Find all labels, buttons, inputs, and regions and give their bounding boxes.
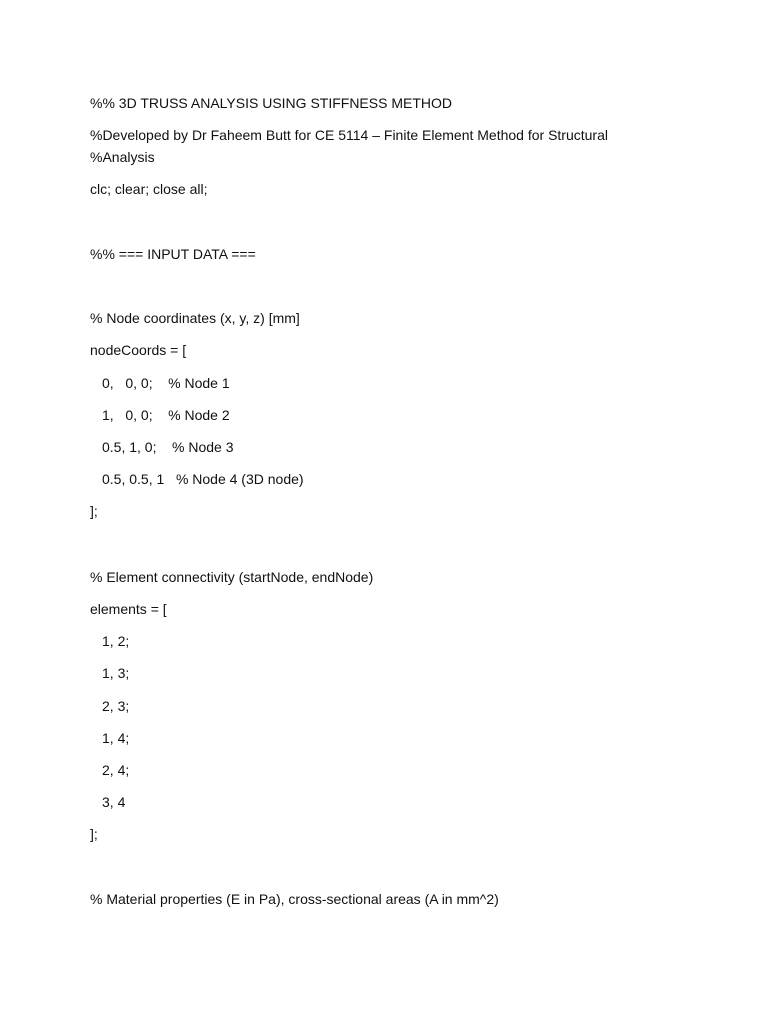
code-line-input-header: %% === INPUT DATA === [90, 246, 256, 262]
code-line-node-4: 0.5, 0.5, 1 % Node 4 (3D node) [102, 471, 304, 487]
code-line-nodecoords-close: ]; [90, 503, 98, 519]
code-line-element-1: 1, 2; [102, 633, 130, 649]
code-line-material-comment: % Material properties (E in Pa), cross-sectional areas (A in mm^2) [90, 891, 499, 907]
code-line-developer: %Developed by Dr Faheem Butt for CE 5114 – Finite Element Method for Structural [90, 127, 608, 143]
code-line-node-2: 1, 0, 0; % Node 2 [102, 407, 230, 423]
code-line-element-2: 1, 3; [102, 665, 130, 681]
code-line-element-3: 2, 3; [102, 698, 130, 714]
code-line-elements-open: elements = [ [90, 601, 167, 617]
code-line-element-6: 3, 4 [102, 794, 126, 810]
code-line-node-1: 0, 0, 0; % Node 1 [102, 375, 230, 391]
code-line-node-comment: % Node coordinates (x, y, z) [mm] [90, 310, 300, 326]
code-line-element-4: 1, 4; [102, 730, 130, 746]
code-line-nodecoords-open: nodeCoords = [ [90, 342, 187, 358]
code-line-title: %% 3D TRUSS ANALYSIS USING STIFFNESS METHOD [90, 95, 452, 111]
code-line-element-5: 2, 4; [102, 762, 130, 778]
code-line-elements-close: ]; [90, 826, 98, 842]
code-line-element-comment: % Element connectivity (startNode, endNode) [90, 569, 374, 585]
code-line-developer-cont: %Analysis [90, 149, 155, 165]
code-line-node-3: 0.5, 1, 0; % Node 3 [102, 439, 234, 455]
code-line-clc: clc; clear; close all; [90, 181, 208, 197]
